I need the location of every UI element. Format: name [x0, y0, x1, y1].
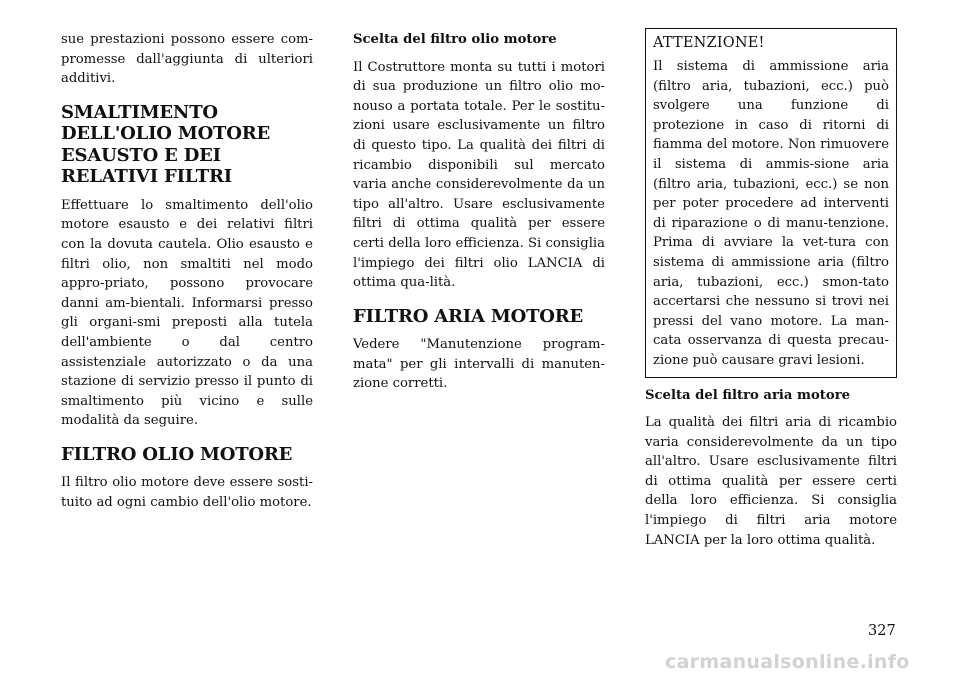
air-filter-paragraph: Vedere "Manutenzione program-mata" per gli intervalli di manuten-zione corretti. [353, 337, 605, 392]
warning-paragraph: Il sistema di ammissione aria (filtro aria, tubazioni, ecc.) può svolgere una funzione di protezione in caso di ritorni di fiamma del motore. Non rimuovere il sistema di ammis-sione aria (filtro aria, tubazioni, ecc.) se non per poter procedere ad interventi di riparazione o di manu-tenzione. Prima di avviare la vet-tura con sistema di ammissione aria (filtro aria, tubazioni, ecc.) smon-tato accertarsi che nessuno si trovi nei pressi del vano motore. La man-cata osservanza di questa precau-zione può causare gravi lesioni. [653, 59, 889, 368]
column-left [61, 30, 313, 513]
warning-title: ATTENZIONE! [653, 35, 765, 51]
subheading-oil-filter-choice: Scelta del filtro olio motore [353, 32, 557, 47]
intro-paragraph: sue prestazioni possono essere com-promesse dall'aggiunta di ulteriori additivi. [61, 32, 313, 87]
page-number: 327 [868, 623, 896, 639]
air-filter-choice-paragraph: La qualità dei filtri aria di ricambio varia considerevolmente da un tipo all'altro. Usare esclusivamente filtri di ottima qualità per essere certi della loro efficienza. Si consiglia l'impiego di filtri aria motore LANCIA per la loro ottima qualità. [645, 415, 897, 548]
oil-filter-paragraph: Il filtro olio motore deve essere sosti-tuito ad ogni cambio dell'olio motore. [61, 475, 313, 510]
heading-oil-filter: FILTRO OLIO MOTORE [61, 443, 293, 465]
column-right [645, 30, 897, 550]
disposal-paragraph: Effettuare lo smaltimento dell'olio motore esausto e dei relativi filtri con la dovuta cautela. Olio esausto e filtri olio, non smaltiti nel modo appro-priato, possono provocare danni am-bientali. Informarsi presso gli organi-smi preposti alla tutela dell'ambiente o dal centro assistenziale autorizzato o da una stazione di servizio presso il punto di smaltimento più vicino e sulle modalità da seguire. [61, 197, 313, 429]
subheading-air-filter-choice: Scelta del filtro aria motore [645, 387, 851, 403]
oil-filter-choice-paragraph: Il Costruttore monta su tutti i motori di sua produzione un filtro olio mo-nouso a portata totale. Per le sostitu-zioni usare esclusivamente un filtro di questo tipo. La qualità dei filtri di ricambio disponibili sul mercato varia anche considerevolmente da un tipo all'altro. Usare esclusivamente filtri di ottima qualità per essere certi della loro efficienza. Si consiglia l'impiego dei filtri olio LANCIA di ottima qua-lità. [353, 59, 606, 291]
heading-air-filter: FILTRO ARIA MOTORE [353, 305, 584, 327]
watermark: carmanualsonline.info [665, 651, 910, 673]
heading-oil-disposal: SMALTIMENTO DELL'OLIO MOTORE ESAUSTO E DEI RELATIVI FILTRI [61, 101, 271, 188]
warning-box [645, 28, 897, 378]
column-middle [353, 30, 605, 394]
